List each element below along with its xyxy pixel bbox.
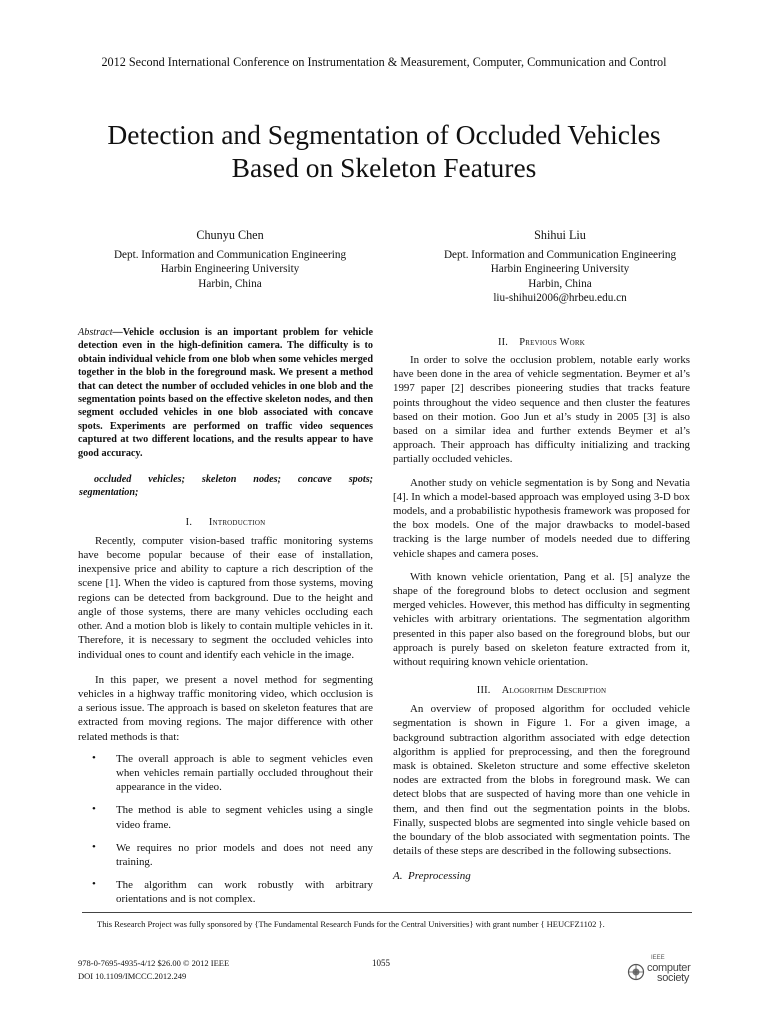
footnote-divider (82, 912, 692, 913)
footer-isbn: 978-0-7695-4935-4/12 $26.00 © 2012 IEEE (78, 958, 230, 968)
author-block-2 (400, 228, 720, 306)
author-university: Harbin Engineering University (160, 263, 300, 276)
section-heading-previous (393, 337, 690, 348)
abstract-dash: — (112, 327, 123, 338)
logo-ieee-text: IEEE (651, 955, 665, 961)
previous-work-body (393, 353, 690, 669)
subsection-heading-preprocessing (393, 870, 690, 882)
left-column (78, 326, 373, 907)
subsection-number: A. (393, 869, 403, 882)
title-line-2: Based on Skeleton Features (231, 152, 537, 183)
section-title: Alogorithm Description (501, 685, 607, 697)
paragraph: In order to solve the occlusion problem, notable early works have been done in the area of vehicle segmentation. Beymer et al’s 1997 paper [2] describes pioneering studies that tracks feature points throughout the video sequence and then cluster the features based on their motion. Goo Jun et al’s study in 2005 [3] is also based on a similar idea and further extends Beymer et al’s approach. Their approach has difficulty initializing and tracking partially occluded vehicles. (393, 354, 690, 466)
keyword: nodes; (253, 474, 282, 486)
list-item-text: The overall approach is able to segment vehicles even when vehicles remain partially occluded throughout their appearance in the video. (116, 752, 373, 794)
keywords-line-2: segmentation; (79, 487, 139, 499)
conference-header: 2012 Second International Conference on Instrumentation & Measurement, Computer, Communication and Control (101, 55, 667, 69)
author-block-1 (70, 228, 390, 291)
list-item (78, 752, 373, 795)
intro-body (78, 534, 373, 744)
keywords-line-1 (94, 473, 373, 486)
keyword: spots; (348, 474, 374, 486)
right-column (393, 337, 690, 882)
bullet-icon: • (92, 878, 96, 891)
author-email[interactable]: liu-shihui2006@hrbeu.edu.cn (493, 292, 627, 305)
list-item-text: We requires no prior models and does not need any training. (116, 841, 373, 868)
author-location: Harbin, China (198, 277, 262, 290)
subsection-title: Preprocessing (407, 869, 471, 882)
logo-society-text: society (657, 972, 690, 984)
list-item-text: The algorithm can work robustly with arbitrary orientations and is not complex. (116, 879, 373, 906)
paragraph: Recently, computer vision-based traffic monitoring systems have become popular because of their ease of installation, inexpensive price and ability to capture a rich description of the scene [1]. When the video is captured from those systems, moving regions can be detected from background. Due to the height and angle of those systems, there are many vehicles occluding each other. And a motion blob is likely to contain multiple vehicles in it. Therefore, it is necessary to segment the occluded vehicles into individual ones to count and identify each vehicle in the image. (78, 534, 373, 661)
paragraph: An overview of proposed algorithm for occluded vehicle segmentation is shown in Figure 1. For a given image, a background subtraction algorithm associated with edge detection algorithm is applied for preprocessing, and then the foreground mask is obtained. Skeleton structure and some effective skeleton nodes are extracted from the blobs in foreground mask. We can detect blobs that are suspected of having more than one vehicle in them, and then find out the segmentation points in the blobs. Finally, suspected blobs are segmented into single vehicle based on the boundary of the blob associated with segmentation points. The details of these steps are described in the following subsections. (393, 703, 690, 858)
section-title: Introduction (208, 516, 266, 528)
keyword: skeleton (201, 474, 237, 486)
author-dept: Dept. Information and Communication Engineering (113, 248, 347, 261)
list-item (78, 841, 373, 869)
page-number: 1055 (372, 958, 390, 968)
section-number: I. (185, 516, 193, 528)
bullet-icon: • (92, 751, 96, 764)
keyword: concave (297, 474, 332, 486)
paragraph: In this paper, we present a novel method for segmenting vehicles in a highway traffic monitoring video, which occlusion is a serious issue. The approach is based on skeleton features that are extracted from moving regions. The major difference with other related methods is that: (78, 673, 373, 743)
list-item-text: The method is able to segment vehicles using a single video frame. (116, 804, 373, 831)
section-number: II. (497, 337, 509, 348)
keyword: occluded (94, 474, 132, 486)
bullet-list (78, 752, 373, 907)
abstract (78, 326, 373, 460)
paragraph: With known vehicle orientation, Pang et al. [5] analyze the shape of the foreground blobs to detect occlusion and segment merged vehicles. However, this method has difficulty in segmenting vehicles with arbitrary orientations. The segmentation algorithm presented in this paper also based on the foreground blobs, but our approach is purely based on skeleton feature extracted from it, without requiring known vehicle orientation. (393, 570, 690, 669)
author-university: Harbin Engineering University (490, 263, 630, 276)
section-heading-algorithm (393, 685, 690, 696)
section-heading-intro (78, 517, 373, 528)
bullet-icon: • (92, 803, 96, 816)
author-dept: Dept. Information and Communication Engineering (443, 248, 677, 261)
keywords (78, 473, 373, 486)
title-line-1: Detection and Segmentation of Occluded Vehicles (107, 119, 661, 150)
abstract-label: Abstract (78, 327, 113, 338)
footnote: This Research Project was fully sponsored by {The Fundamental Research Funds for the Central Universities} with grant number { HEUCFZ1102 }. (97, 919, 605, 929)
abstract-text: Vehicle occlusion is an important problem for vehicle detection even in the high-definition camera. The difficulty is to obtain individual vehicle from one blob when some vehicles merged together in the blob in the foreground mask. We present a method that can detect the number of occluded vehicles in one blob and the segmentation points based on the effective skeleton nodes, and then segment occluded vehicles in one blob associated with concave spots. Experiments are performed on traffic video sequences captured at two different locations, and the results appear to have good accuracy. (78, 327, 373, 459)
list-item (78, 878, 373, 906)
author-name: Shihui Liu (534, 228, 586, 242)
section-title: Previous Work (519, 337, 586, 348)
keyword: vehicles; (148, 474, 185, 486)
paper-title (40, 118, 728, 184)
logo-computer-text: computer (647, 962, 691, 974)
computer-society-logo (627, 957, 697, 987)
algorithm-body (393, 702, 690, 858)
author-name: Chunyu Chen (196, 228, 264, 242)
author-location: Harbin, China (528, 277, 592, 290)
computer-society-logo-icon (627, 963, 645, 981)
paragraph: Another study on vehicle segmentation is by Song and Nevatia [4]. In which a model-based approach was employed using 3-D box models, and a probabilistic hypothesis framework was proposed for the box models. One of the major drawbacks to model-based tracking is the large number of models needed due to differing vehicle shapes and camera poses. (393, 476, 690, 560)
bullet-icon: • (92, 840, 96, 853)
footer-doi: DOI 10.1109/IMCCC.2012.249 (78, 971, 187, 981)
list-item (78, 803, 373, 831)
section-number: III. (476, 685, 491, 697)
